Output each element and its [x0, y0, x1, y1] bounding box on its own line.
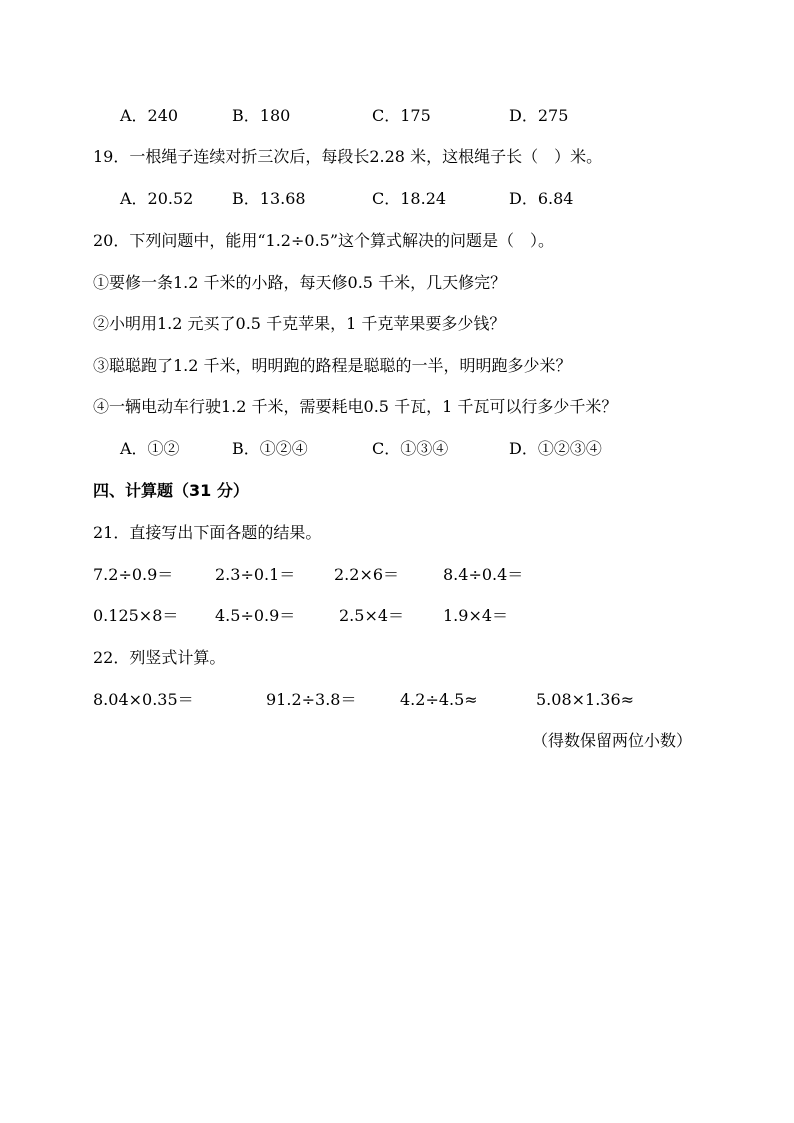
q18-option-d: D．275: [509, 106, 569, 125]
q21-expr-5: 0.125×8＝: [93, 606, 179, 625]
q19-option-c: C．18.24: [372, 189, 447, 208]
q21-expr-2: 2.3÷0.1＝: [215, 565, 296, 584]
q21-stem-text: 21．直接写出下面各题的结果。: [93, 523, 322, 542]
q22-expr-4: 5.08×1.36≈: [536, 690, 635, 709]
q19-option-a: A．20.52: [120, 189, 194, 208]
q21-expr-7: 2.5×4＝: [339, 606, 405, 625]
q21-expr-8: 1.9×4＝: [443, 606, 509, 625]
q20-item-3-text: ③聪聪跑了1.2 千米，明明跑的路程是聪聪的一半，明明跑多少米？: [93, 356, 572, 375]
q20-item-4-text: ④一辆电动车行驶1.2 千米，需要耗电0.5 千瓦，1 千瓦可以行多少千米？: [93, 397, 618, 416]
q20-option-b: B．①②④: [232, 439, 308, 458]
q21-expr-1: 7.2÷0.9＝: [93, 565, 174, 584]
q20-option-c: C．①③④: [372, 439, 449, 458]
q22-note: （得数保留两位小数）: [532, 731, 693, 750]
q20-stem-text: 20．下列问题中，能用“1.2÷0.5”这个算式解决的问题是（ ）。: [93, 231, 555, 250]
section-4-title: 四、计算题（31 分）: [93, 481, 249, 500]
q21-expr-6: 4.5÷0.9＝: [215, 606, 296, 625]
q21-expr-3: 2.2×6＝: [334, 565, 400, 584]
q19-option-b: B．13.68: [232, 189, 306, 208]
q18-option-a: A．240: [120, 106, 179, 125]
q18-option-c: C．175: [372, 106, 431, 125]
q20-option-d: D．①②③④: [509, 439, 602, 458]
q22-expr-3: 4.2÷4.5≈: [400, 690, 478, 709]
q22-expr-1: 8.04×0.35＝: [93, 690, 194, 709]
q20-item-2-text: ②小明用1.2 元买了0.5 千克苹果，1 千克苹果要多少钱？: [93, 314, 506, 333]
q22-expr-2: 91.2÷3.8＝: [266, 690, 357, 709]
q21-expr-4: 8.4÷0.4＝: [443, 565, 524, 584]
q19-option-d: D．6.84: [509, 189, 574, 208]
q22-stem-text: 22．列竖式计算。: [93, 648, 226, 667]
q20-option-a: A．①②: [120, 439, 180, 458]
q20-item-1-text: ①要修一条1.2 千米的小路，每天修0.5 千米，几天修完？: [93, 273, 507, 292]
q19-stem-text: 19．一根绳子连续对折三次后，每段长2.28 米，这根绳子长（ ）米。: [93, 147, 603, 166]
q18-option-b: B．180: [232, 106, 291, 125]
